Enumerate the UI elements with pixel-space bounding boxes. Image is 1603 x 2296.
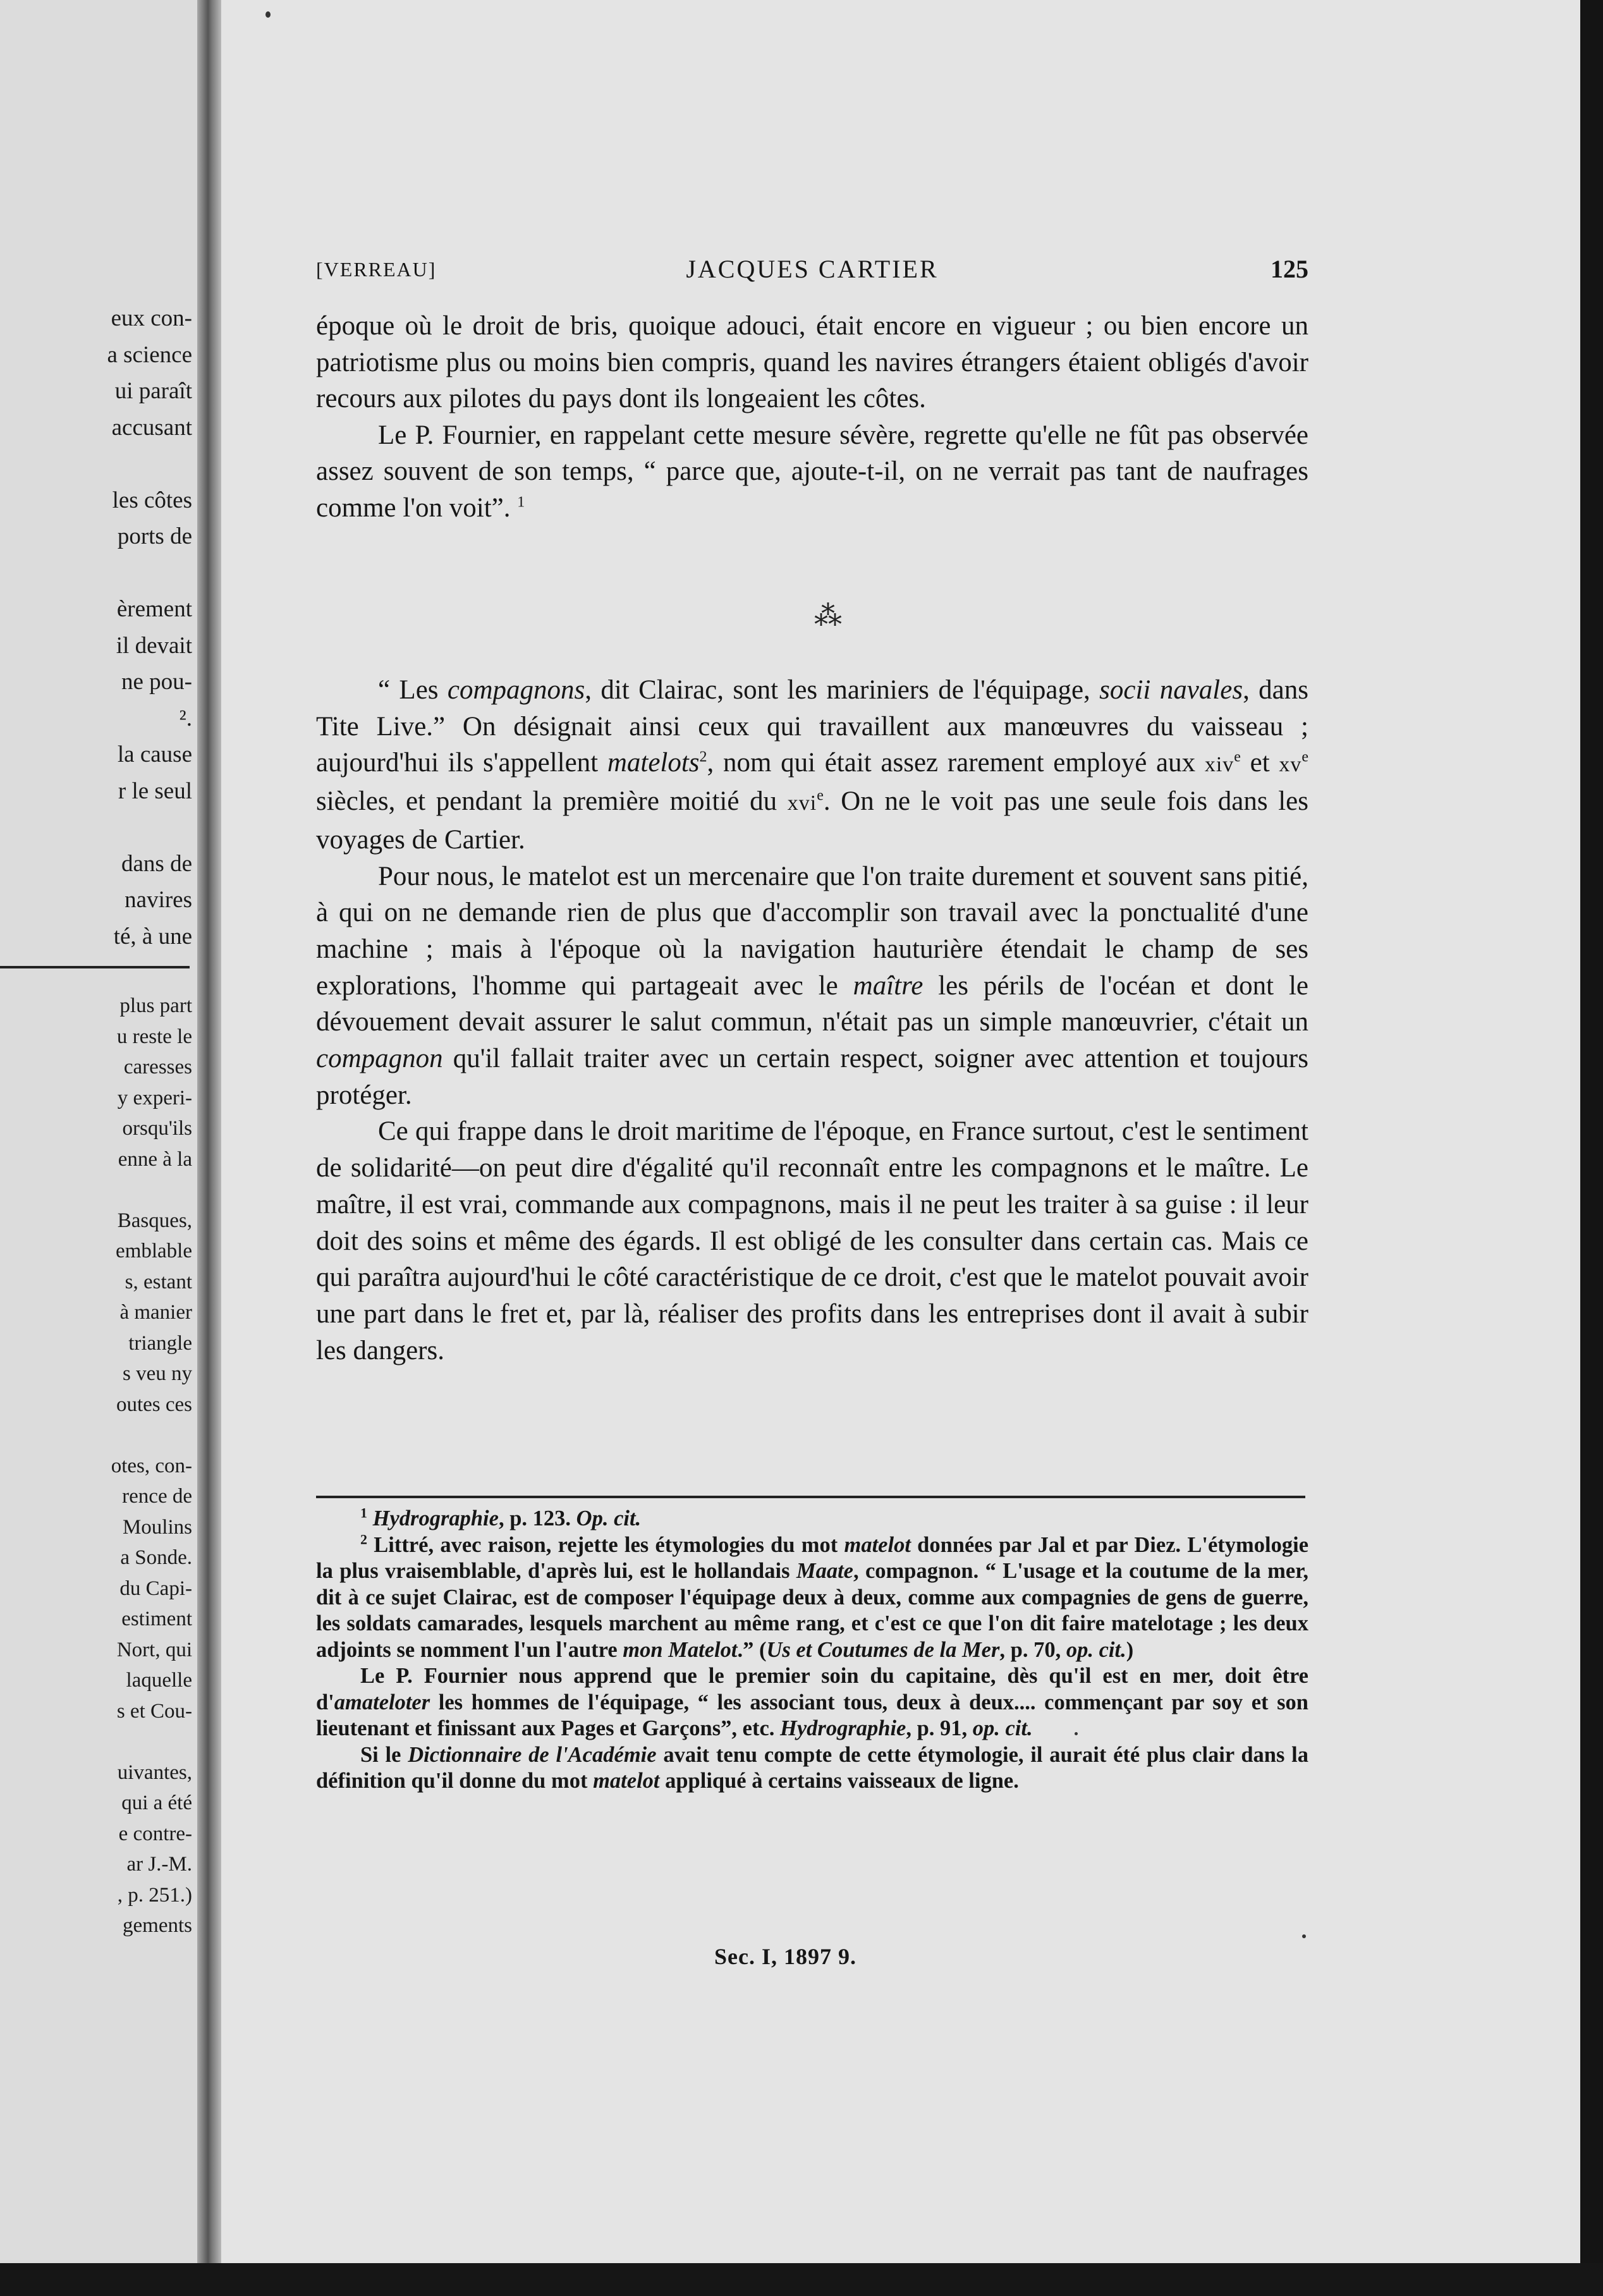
italic-run: compagnons: [447, 675, 585, 705]
italic-run: matelots: [607, 748, 700, 778]
left-page-line: il devait: [116, 632, 192, 659]
text-run: , nom qui était assez rarement employé aux: [707, 748, 1205, 778]
century-numeral: xvi: [787, 791, 817, 815]
paragraph-1: époque où le droit de bris, quoique adouci, était encore en vigueur ; ou bien encore un patriotisme plus ou moins bien compris, quand les navires étrangers étaient obligés d'avoir recours aux pilotes du pays dont ils longeaient les côtes.: [316, 311, 1308, 414]
left-page-line: otes, con-: [111, 1454, 192, 1477]
text-run: “ Les: [378, 675, 448, 705]
left-page-line: la cause: [117, 742, 192, 767]
text-run: , dit Clairac, sont les mariniers de l'équipage,: [585, 675, 1100, 705]
left-page-line: orsqu'ils: [122, 1117, 192, 1140]
left-page-line: Moulins: [122, 1515, 192, 1539]
text-run: avait tenu compte de cette étymologie, il aurait été plus clair dans la définition qu'il donne du mot: [316, 1742, 1308, 1793]
left-page-line: s, estant: [125, 1270, 192, 1293]
text-run: appliqué à certains vaisseaux de ligne.: [659, 1769, 1019, 1793]
italic-run: Hydrographie: [780, 1716, 906, 1740]
paragraph-5: Ce qui frappe dans le droit maritime de l'époque, en France surtout, c'est le sentiment de solidarité—on peut dire d'égalité qu'il reconnaît entre les compagnons et le maître. Le maître, il est vrai, commande aux compagnons, mais il ne peut les traiter à sa guise : il leur doit des soins et même des égards. Il est obligé de les consulter dans certain cas. Mais ce qui paraîtra aujourd'hui le côté caractéristique de ce droit, c'est que le matelot pouvait avoir une part dans le fret et, par là, réaliser des profits dans les entreprises dont il avait à subir les dangers.: [316, 1116, 1308, 1365]
text-run: , compagnon. “ L'usage et la coutume de la mer, dit à ce sujet Clairac, est de composer l'équipage deux à deux, comme aux compagnies de gens de guerre, les soldats camarades, lesquels marchent au même rang, et c'est ce que l'on dit faire matelotage ; les deux adjoints se nomment l'un l'autre: [316, 1559, 1308, 1662]
italic-run: compagnon: [316, 1044, 443, 1074]
text-run: , p. 70,: [999, 1637, 1066, 1662]
left-page-line: enne à la: [118, 1147, 192, 1171]
century-numeral: xiv: [1204, 753, 1234, 777]
left-page-line: rence de: [122, 1485, 192, 1508]
ordinal-suffix: e: [817, 787, 824, 804]
footnote-2-continued: [316, 1663, 1308, 1742]
left-page-line: à manier: [119, 1301, 192, 1324]
century-numeral: xv: [1279, 753, 1302, 777]
italic-run: amateloter: [334, 1690, 430, 1714]
left-page-line: gements: [123, 1914, 192, 1937]
footnote-rule: [316, 1496, 1305, 1498]
text-run: .” (: [737, 1637, 767, 1662]
left-page-line: navires: [125, 887, 192, 913]
text-run: et: [1240, 748, 1279, 778]
text-run: ): [1126, 1637, 1134, 1662]
left-page-line: Nort, qui: [116, 1638, 192, 1661]
left-page-text: [0, 0, 197, 2263]
text-run: les périls de l'océan et dont le dévouement devait assurer le salut commun, n'était pas un simple manœuvrier, c'était un: [316, 970, 1308, 1037]
left-page-line: r le seul: [118, 778, 192, 804]
adjacent-left-page: [0, 0, 197, 2263]
footnote-number: 2: [360, 1531, 367, 1547]
scan-speck: [265, 11, 271, 18]
text-run: Si le: [360, 1742, 408, 1767]
ordinal-suffix: e: [1301, 749, 1308, 766]
footnote-ref-2: 2: [699, 749, 707, 766]
left-page-line: caresses: [123, 1056, 192, 1078]
left-page-line: e contre-: [118, 1822, 192, 1845]
left-page-line: Basques,: [117, 1209, 192, 1232]
text-run: Le P. Fournier nous apprend que le premier soin du capitaine, dès qu'il est en mer, doit être d': [316, 1664, 1308, 1714]
italic-run: op. cit.: [972, 1716, 1033, 1740]
italic-run: matelot: [593, 1769, 660, 1793]
left-page-line: a Sonde.: [120, 1546, 192, 1569]
left-page-line: triangle: [128, 1331, 192, 1355]
left-page-line: accusant: [111, 414, 192, 441]
text-run: siècles, et pendant la première moitié du: [316, 786, 788, 817]
italic-run: Op. cit.: [576, 1506, 642, 1530]
paragraph-4: [316, 858, 1308, 1114]
left-page-line: ar J.-M.: [126, 1853, 192, 1876]
left-page-line: ².: [179, 705, 192, 731]
left-page-footnote-rule: [0, 966, 190, 968]
footnote-2-final: [316, 1742, 1308, 1795]
footnote-number: 1: [360, 1505, 367, 1521]
left-page-line: les côtes: [112, 487, 192, 513]
running-head-title: JACQUES CARTIER: [686, 255, 939, 283]
left-page-line: emblable: [116, 1240, 192, 1262]
book-gutter: [197, 0, 221, 2263]
italic-run: Maate: [796, 1559, 853, 1583]
paragraph-2-text: Le P. Fournier, en rappelant cette mesure sévère, regrette qu'elle ne fût pas observée assez souvent de son temps, “ parce que, ajoute-t-il, on ne verrait pas tant de naufrages comme l'on voit”.: [316, 420, 1308, 523]
text-run: qu'il fallait traiter avec un certain respect, soigner avec attention et toujours protéger.: [316, 1044, 1308, 1110]
scan-border-bottom: [0, 2263, 1603, 2296]
left-page-line: u reste le: [116, 1025, 192, 1048]
italic-run: Us et Coutumes de la Mer: [766, 1637, 1000, 1662]
left-page-line: laquelle: [126, 1669, 192, 1692]
left-page-line: s veu ny: [123, 1362, 192, 1385]
italic-run: maître: [853, 970, 923, 1001]
paragraph-3: [316, 672, 1308, 858]
body-section-1: [316, 308, 1308, 527]
left-page-line: , p. 251.): [117, 1883, 192, 1907]
left-page-line: ui paraît: [114, 378, 192, 404]
text-run: Pour nous, le matelot est un mercenaire que l'on traite durement et souvent sans pitié, à qui on ne demande rien de plus que d'accomplir son travail avec la ponctualité d'une machine ; mais à l'époque où la navigation hauturière étendait le champ de ses explorations, l'homme qui partageait avec le: [316, 861, 1308, 1001]
ordinal-suffix: e: [1234, 749, 1241, 766]
italic-run: op. cit.: [1066, 1637, 1126, 1662]
scan-speck: [1075, 1732, 1078, 1735]
scan-border-right: [1580, 0, 1603, 2296]
italic-run: mon Matelot: [623, 1637, 738, 1662]
left-page-line: uivantes,: [117, 1761, 192, 1784]
section-asterism: ⁂: [814, 601, 842, 632]
left-page-line: plus part: [119, 994, 192, 1017]
italic-run: Dictionnaire de l'Académie: [408, 1742, 657, 1767]
scan-speck: [1302, 1934, 1306, 1938]
italic-run: socii navales: [1099, 675, 1243, 705]
left-page-line: ne pou-: [121, 669, 192, 695]
footnote-ref-1: 1: [517, 494, 525, 511]
paragraph-2: [316, 417, 1308, 527]
left-page-line: estiment: [121, 1608, 192, 1630]
body-section-2: [316, 672, 1308, 1369]
running-head-author: [VERREAU]: [316, 258, 437, 281]
printer-signature: Sec. I, 1897 9.: [714, 1944, 856, 1969]
italic-run: matelot: [844, 1532, 911, 1557]
left-page-line: ports de: [117, 523, 192, 549]
italic-run: Hydrographie: [372, 1506, 499, 1530]
left-page-line: a science: [107, 341, 192, 368]
left-page-line: té, à une: [113, 923, 192, 950]
footnote-2: [316, 1532, 1308, 1664]
text-run: , p. 123.: [498, 1506, 576, 1530]
text-run: , dans Tite Live.” On désignait ainsi ceux qui travaillent aux manœuvres du vaisseau ; aujourd'hui ils s'appellent: [316, 675, 1308, 778]
left-page-line: du Capi-: [119, 1577, 192, 1600]
text-run: , p. 91,: [906, 1716, 973, 1740]
left-page-line: outes ces: [116, 1393, 192, 1416]
page-number: 125: [1271, 255, 1308, 283]
text-run: Littré, avec raison, rejette les étymologies du mot: [367, 1532, 844, 1557]
footnotes: [316, 1506, 1308, 1795]
left-page-line: èrement: [116, 596, 192, 622]
running-head: [316, 254, 1308, 292]
text-run: . On ne le voit pas une seule fois dans les voyages de Cartier.: [316, 786, 1308, 855]
left-page-line: qui a été: [121, 1792, 192, 1814]
left-page-line: s et Cou-: [116, 1699, 192, 1723]
left-page-line: dans de: [121, 850, 192, 877]
left-page-line: y experi-: [117, 1086, 192, 1109]
left-page-line: eux con-: [111, 305, 192, 331]
footnote-1: [316, 1506, 1308, 1532]
text-run: les hommes de l'équipage, “ les associant tous, deux à deux.... commençant par soy et son lieutenant et finissant aux Pages et Garçons”, etc.: [316, 1690, 1308, 1740]
text-run: données par Jal et par Diez. L'étymologie la plus vraisemblable, d'après lui, est le hollandais: [316, 1532, 1309, 1583]
